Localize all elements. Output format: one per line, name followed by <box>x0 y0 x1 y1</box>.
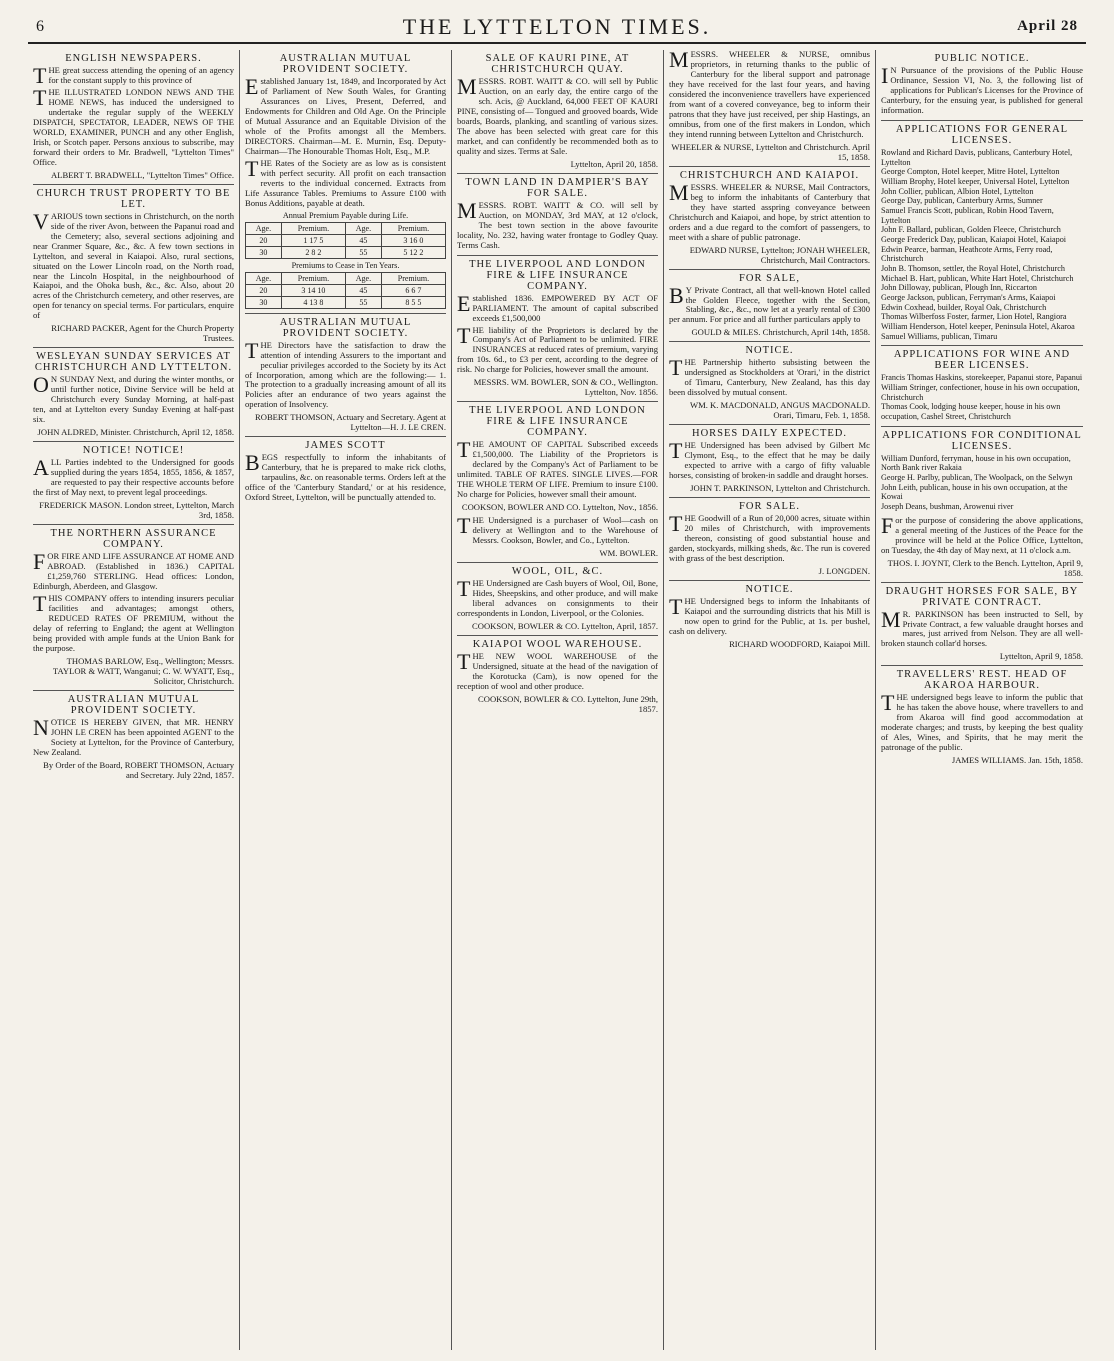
ad-heading: KAIAPOI WOOL WAREHOUSE. <box>457 635 658 650</box>
advertisement <box>669 50 870 162</box>
table-cell: 8 5 5 <box>381 296 445 308</box>
table-cell: 6 6 7 <box>381 284 445 296</box>
table-row <box>246 284 446 296</box>
list-item: William Stringer, confectioner, house in his own occupation, Christchurch <box>881 382 1080 402</box>
ad-signature: JOHN T. PARKINSON, Lyttelton and Christchurch. <box>690 483 870 494</box>
advertisement <box>33 441 234 520</box>
ad-paragraph: IN Pursuance of the provisions of the Public House Ordinance, Session VI, No. 3, the following list of applications for Publican's Licenses for the Province of Canterbury, for the ensuing year, is published for general information. <box>881 63 1083 115</box>
ad-signature: JOHN ALDRED, Minister. Christchurch, April 12, 1858. <box>37 427 234 438</box>
ad-signature: RICHARD PACKER, Agent for the Church Property Trustees. <box>51 323 234 344</box>
column-3 <box>452 50 664 1350</box>
table-cell: 20 <box>246 284 282 296</box>
masthead <box>28 12 1086 44</box>
advertisement <box>669 424 870 493</box>
license-list <box>881 454 1083 512</box>
ad-heading: TRAVELLERS' REST. HEAD OF AKAROA HARBOUR. <box>881 665 1083 691</box>
ad-heading: AUSTRALIAN MUTUAL PROVIDENT SOCIETY. <box>245 313 446 339</box>
ad-heading: PUBLIC NOTICE. <box>934 53 1030 64</box>
list-item: Thomas Wilberfoss Foster, farmer, Lion Hotel, Rangiora <box>881 312 1067 322</box>
list-item: Michael B. Hart, publican, White Hart Hotel, Christchurch <box>881 273 1074 283</box>
advertisement <box>33 690 234 780</box>
list-item: George Day, publican, Canterbury Arms, Sumner <box>881 196 1043 206</box>
advertisement <box>457 53 658 169</box>
ad-signature: ROBERT THOMSON, Actuary and Secretary. Agent at Lyttelton—H. J. LE CREN. <box>255 412 446 433</box>
ad-heading: JAMES SCOTT <box>245 436 446 451</box>
advertisement <box>669 497 870 576</box>
table-cell: 3 16 0 <box>381 234 445 246</box>
list-item: John Dilloway, publican, Plough Inn, Riccarton <box>881 283 1037 293</box>
rates-ten-years-block <box>245 261 446 309</box>
table-row <box>246 234 446 246</box>
ad-signature: THOS. I. JOYNT, Clerk to the Bench. Lyttelton, April 9, 1858. <box>887 557 1083 578</box>
advertisement <box>33 184 234 344</box>
advertisement <box>245 313 446 433</box>
advertisement <box>881 665 1083 765</box>
table-cell: 2 8 2 <box>281 246 345 258</box>
ad-paragraph: ON SUNDAY Next, and during the winter months, or until further notice, Divine Service will be held at Christchurch every Sunday Morning, at half-past ten, and at Lyttelton every Sunday Evening at half-past six. <box>33 372 234 425</box>
ad-paragraph: THE AMOUNT OF CAPITAL Subscribed exceeds £1,500,000. The Liability of the Proprietors is declared by the Company's Act of Parliament to be unlimited. TABLE OF RATES. SINGLE LIVES.—FOR THE WHOLE TERM OF LIFE. Premium to insure £100. No charge for Policies, however small their amount. <box>457 437 658 500</box>
ad-heading: APPLICATIONS FOR WINE AND BEER LICENSES. <box>881 345 1083 371</box>
ad-heading: AUSTRALIAN MUTUAL PROVIDENT SOCIETY. <box>279 53 412 75</box>
list-item: William Brophy, Hotel keeper, Universal Hotel, Lyttelton <box>881 176 1070 186</box>
list-item: John Leith, publican, house in his own occupation, at the Kowai <box>881 482 1068 502</box>
license-list <box>881 148 1083 341</box>
list-item: John Collier, publican, Albion Hotel, Lyttelton <box>881 186 1034 196</box>
ad-heading: NOTICE. <box>669 341 870 356</box>
table-header-cell: Premium. <box>381 272 445 284</box>
table-cell: 45 <box>345 234 381 246</box>
rates-annual-table <box>245 222 446 259</box>
advertisement <box>457 513 658 559</box>
advertisement <box>457 562 658 631</box>
ad-paragraph: THIS COMPANY offers to intending insurers peculiar facilities and advantages; amongst others, REDUCED RATES OF PREMIUM, without the delay of referring to England; the agent at Wellington being provided with ample funds at the Union Bank for the purpose. <box>33 590 234 653</box>
advertisement <box>457 401 658 512</box>
rates-ten-years-caption: Premiums to Cease in Ten Years. <box>291 260 400 270</box>
ad-paragraph: THE Undersigned begs to inform the Inhabitants of Kaiapoi and the surrounding districts that his Mill is now open to grind for the Public, at 1s. per bushel, cash on delivery. <box>669 594 870 636</box>
ad-paragraph: Established 1836. EMPOWERED BY ACT OF PARLIAMENT. The amount of capital subscribed exceeds £1,500,000 <box>457 290 658 323</box>
table-cell: 20 <box>246 234 282 246</box>
ad-heading: NOTICE. <box>669 580 870 595</box>
advertisement <box>881 512 1083 578</box>
rates-ten-years-table <box>245 272 446 309</box>
list-item: Francis Thomas Haskins, storekeeper, Papanui store, Papanui <box>881 373 1083 383</box>
ad-heading: FOR SALE. <box>669 497 870 512</box>
ad-signature: THOMAS BARLOW, Esq., Wellington; Messrs. TAYLOR & WATT, Wanganui; C. W. WYATT, Esq., Solicitor, Christchurch. <box>52 655 234 686</box>
advertisement <box>457 635 658 714</box>
table-cell: 5 12 2 <box>381 246 445 258</box>
advertisement <box>881 582 1083 662</box>
table-cell: 3 14 10 <box>281 284 345 296</box>
ad-signature: COOKSON, BOWLER & CO. Lyttelton, April, 1857. <box>472 620 658 631</box>
ad-paragraph: MESSRS. WHEELER & NURSE, Mail Contractors, beg to inform the inhabitants of Canterbury that they have started asspring conveyance between Christchurch and Kaiapoi, and hope, by strict attention to orders and a due regard to the comfort of passengers, to meet with a share of public patronage. <box>669 179 870 242</box>
ad-paragraph: For the purpose of considering the above applications, a general meeting of the Justices of the Peace for the province will be held at the Police Office, Lyttelton, on Tuesday, the 4th day of May next, at 11 o'clock a.m. <box>881 512 1083 555</box>
ad-heading: SALE OF KAURI PINE, AT CHRISTCHURCH QUAY. <box>485 53 630 75</box>
ad-paragraph: ALL Parties indebted to the Undersigned for goods supplied during the years 1854, 1855, 1856, & 1857, are requested to pay their respective accounts before the first of May next, to prevent legal proceedings. <box>33 455 234 498</box>
ad-heading: THE NORTHERN ASSURANCE COMPANY. <box>33 524 234 550</box>
list-item: John F. Ballard, publican, Golden Fleece, Christchurch <box>881 225 1061 235</box>
advertisement <box>669 341 870 420</box>
ad-paragraph: THE Rates of the Society are as low as is consistent with perfect security. All profit on each transaction reverts to the individual concerned. Extracts from Life Assurance Tables. Premiums to Assure £100 with Bonus Additions, payable at death. <box>245 155 446 208</box>
ad-paragraph: THE Undersigned are Cash buyers of Wool, Oil, Bone, Hides, Sheepskins, and other produce, and will make liberal advances on consignments to their correspondents in London, Liverpool, or the Colonies. <box>457 576 658 618</box>
ad-signature: Lyttelton, April 20, 1858. <box>570 158 658 169</box>
rates-annual-block <box>245 211 446 259</box>
issue-date: April 28 <box>1017 18 1078 34</box>
ad-signature: GOULD & MILES. Christchurch, April 14th, 1858. <box>691 327 870 338</box>
table-cell: 55 <box>345 296 381 308</box>
ad-heading: THE LIVERPOOL AND LONDON FIRE & LIFE INSURANCE COMPANY. <box>457 255 658 292</box>
ad-signature: FREDERICK MASON. London street, Lyttelton, March 3rd, 1858. <box>39 500 234 521</box>
ad-paragraph: THE Directors have the satisfaction to draw the attention of intending Assurers to the important and peculiar privileges accorded to the Society by its Act of Incorporation, among which are the following:— 1. The protection to a gradually increasing amount of all its Policies after an endurance of two years against the operation of Insolvency. <box>245 337 446 410</box>
table-cell: 30 <box>246 246 282 258</box>
list-item: Rowland and Richard Davis, publicans, Canterbury Hotel, Lyttelton <box>881 147 1073 167</box>
advertisement <box>33 53 234 180</box>
table-header-cell: Premium. <box>281 222 345 234</box>
table-cell: 4 13 8 <box>281 296 345 308</box>
ad-signature: ALBERT T. BRADWELL, "Lyttelton Times" Office. <box>51 169 234 180</box>
table-header-cell: Age. <box>246 222 282 234</box>
advertisement <box>881 426 1083 512</box>
ad-signature: COOKSON, BOWLER & CO. Lyttelton, June 29th, 1857. <box>478 693 658 714</box>
advertisement <box>457 173 658 251</box>
ad-paragraph: NOTICE IS HEREBY GIVEN, that MR. HENRY JOHN LE CREN has been appointed AGENT to the Society at Lyttelton, for the Province of Canterbury, New Zealand. <box>33 714 234 757</box>
ad-paragraph: THE liability of the Proprietors is declared by the Company's Act of Parliament to be unlimited. FIRE INSURANCES at reduced rates of premium, varying from 10s. 6d., to £3 per cent, according to the degree of risk. No charge for Policies, however small the amount. <box>457 322 658 375</box>
table-cell: 30 <box>246 296 282 308</box>
ad-heading: APPLICATIONS FOR GENERAL LICENSES. <box>881 120 1083 146</box>
table-row <box>246 296 446 308</box>
ad-paragraph: BEGS respectfully to inform the inhabitants of Canterbury, that he is prepared to make rick cloths, tarpaulins, &c. on reasonable terms. Orders left at the office of the 'Canterbury Standard,' or at his residence, Oxford Street, Lyttelton, will be punctually attended to. <box>245 450 446 503</box>
ad-signature: WHEELER & NURSE, Lyttelton and Christchurch. April 15, 1858. <box>671 141 870 162</box>
ad-paragraph: THE ILLUSTRATED LONDON NEWS AND THE HOME NEWS, has induced the undersigned to undertake the regular supply of the WEEKLY DISPATCH, SPECTATOR, LEADER, NEWS OF THE WORLD, EXAMINER, PUNCH and any other English, Irish, or Scotch paper. Persons anxious to subscribe, may forward their orders to Mr. Bradwell, "Lyttelton Times" Office. <box>33 84 234 167</box>
ad-paragraph: MESSRS. WHEELER & NURSE, omnibus proprietors, in returning thanks to the public of Canterbury for the liberal support and patronage they have received for the last four years, and having considered the inconvenience travellers have experienced from want of a covered conveyance, beg to inform their patrons that they have just received, per ship Hastings, an omnibus, from one of the first makers in London, which they intend running between Lyttelton and Christchurch. <box>669 50 870 139</box>
list-item: George Compton, Hotel keeper, Mitre Hotel, Lyttelton <box>881 167 1060 177</box>
list-item: Edwin Coxhead, builder, Royal Oak, Christchurch <box>881 302 1047 312</box>
advertisement <box>245 53 446 309</box>
ad-signature: MESSRS. WM. BOWLER, SON & CO., Wellington. Lyttelton, Nov. 1856. <box>473 377 658 398</box>
license-list <box>881 373 1083 421</box>
list-item: Thomas Cook, lodging house keeper, house in his own occupation, Cashel Street, Christchurch <box>881 402 1061 421</box>
ad-heading: CHURCH TRUST PROPERTY TO BE LET. <box>33 184 234 210</box>
table-header-cell: Age. <box>345 272 381 284</box>
advertisement <box>881 53 1083 116</box>
list-item: Samuel Francis Scott, publican, Robin Hood Tavern, Lyttelton <box>881 205 1054 225</box>
columns <box>28 50 1088 1350</box>
column-2 <box>240 50 452 1350</box>
column-5 <box>876 50 1088 1350</box>
list-item: William Dunford, ferryman, house in his own occupation, North Bank river Rakaia <box>881 453 1071 473</box>
table-cell: 45 <box>345 284 381 296</box>
advertisement <box>669 166 870 265</box>
table-header-row <box>246 272 446 284</box>
ad-paragraph: MESSRS. ROBT. WAITT & CO. will sell by Auction, on MONDAY, 3rd MAY, at 12 o'clock, The best town section in the above favourite locality, No. 232, having water frontage to Godley Quay. Terms Cash. <box>457 197 658 250</box>
ad-signature: WM. BOWLER. <box>599 548 658 559</box>
ad-signature: WM. K. MACDONALD, ANGUS MACDONALD. Orari, Timaru, Feb. 1, 1858. <box>690 400 870 421</box>
ad-paragraph: THE Undersigned has been advised by Gilbert Mc Clymont, Esq., to the effect that he may be daily expected to arrive with a cargo of fifty valuable horses, consisting of broken-in saddle and draught horses. <box>669 438 870 481</box>
ad-paragraph: VARIOUS town sections in Christchurch, on the north side of the river Avon, between the Papanui road and the Cemetery; also, several sections adjoining and near Cranmer Square, &c., &c. A few town sections in Lyttelton, and several in Kaiapoi. Also, rural sections, situated on the Lower Lincoln road, on the North road, near the Lincoln Hospital, in the neighbourhood of Kaiapoi, and the Ohoka bush, &c., &c. Also, about 20 acres of the Christchurch cemetery, and other reserves, are open for tenancy on special terms. For particulars, enquire of <box>33 208 234 321</box>
advertisement <box>669 269 870 338</box>
advertisement <box>881 120 1083 341</box>
ad-heading: WOOL, OIL, &C. <box>457 562 658 577</box>
table-header-cell: Premium. <box>381 222 445 234</box>
ad-signature: JAMES WILLIAMS. Jan. 15th, 1858. <box>951 755 1083 766</box>
list-item: Edwin Pearce, barman, Heathcote Arms, Ferry road, Christchurch <box>881 244 1053 264</box>
ad-paragraph: THE great success attending the opening of an agency for the constant supply to this province of <box>33 63 234 88</box>
ad-heading: AUSTRALIAN MUTUAL PROVIDENT SOCIETY. <box>33 690 234 716</box>
column-1 <box>28 50 240 1350</box>
ad-paragraph: THE NEW WOOL WAREHOUSE of the Undersigned, situate at the head of the navigation of the Korotucka (Cam), is now opened for the reception of wool and other produce. <box>457 648 658 691</box>
table-header-cell: Age. <box>246 272 282 284</box>
list-item: Joseph Deans, bushman, Arowenui river <box>881 502 1014 511</box>
ad-heading: NOTICE! NOTICE! <box>33 441 234 456</box>
ad-heading: HORSES DAILY EXPECTED. <box>669 424 870 439</box>
ad-paragraph: THE undersigned begs leave to inform the public that he has taken the above house, where travellers to and from Akaroa will find good accommodation at moderate charges; and trusts, by keeping the best quality of Ales, Wines, and Spirits, that he may merit the patronage of the public. <box>881 690 1083 753</box>
ad-signature: RICHARD WOODFORD, Kaiapoi Mill. <box>729 638 870 649</box>
page-number: 6 <box>36 18 44 35</box>
list-item: William Henderson, Hotel keeper, Peninsula Hotel, Akaroa <box>881 321 1075 331</box>
table-header-cell: Premium. <box>281 272 345 284</box>
ad-heading: DRAUGHT HORSES FOR SALE, BY PRIVATE CONTRACT. <box>881 582 1083 608</box>
ad-heading: APPLICATIONS FOR CONDITIONAL LICENSES. <box>881 426 1083 452</box>
list-item: George H. Parlby, publican, The Woolpack, on the Selwyn <box>881 472 1073 482</box>
table-header-row <box>246 222 446 234</box>
ad-heading: WESLEYAN SUNDAY SERVICES AT CHRISTCHURCH AND LYTTELTON. <box>33 347 234 373</box>
table-cell: 1 17 5 <box>281 234 345 246</box>
rates-annual-caption: Annual Premium Payable during Life. <box>282 210 409 220</box>
column-4 <box>664 50 876 1350</box>
list-item: George Jackson, publican, Ferryman's Arms, Kaiapoi <box>881 292 1056 302</box>
ad-paragraph: THE Undersigned is a purchaser of Wool—cash on delivery at Wellington and to the Warehouse of Messrs. Cookson, Bowler, and Co., Lyttelton. <box>457 513 658 546</box>
ad-signature: EDWARD NURSE, Lyttelton; JONAH WHEELER, Christchurch, Mail Contractors. <box>689 244 870 265</box>
ad-heading: ENGLISH NEWSPAPERS. <box>65 53 202 64</box>
advertisement <box>245 436 446 503</box>
ad-heading: TOWN LAND IN DAMPIER'S BAY FOR SALE. <box>457 173 658 199</box>
table-row <box>246 246 446 258</box>
ad-paragraph: BY Private Contract, all that well-known Hotel called the Golden Fleece, together with the Section, Stabling, &c., &c., now let at a yearly rental of £300 per annum. For price and all further particulars apply to <box>669 282 870 325</box>
table-cell: 55 <box>345 246 381 258</box>
advertisement <box>457 255 658 398</box>
ad-heading: THE LIVERPOOL AND LONDON FIRE & LIFE INSURANCE COMPANY. <box>457 401 658 438</box>
advertisement <box>881 345 1083 421</box>
ad-heading: CHRISTCHURCH AND KAIAPOI. <box>669 166 870 181</box>
ad-paragraph: THE Partnership hitherto subsisting between the undersigned as Stockholders at 'Orari,' in the district of Timaru, Canterbury, New Zealand, has this day been dissolved by mutual consent. <box>669 355 870 398</box>
ad-signature: Lyttelton, April 9, 1858. <box>999 651 1083 662</box>
list-item: Samuel Williams, publican, Timaru <box>881 331 998 341</box>
ad-paragraph: THE Goodwill of a Run of 20,000 acres, situate within 20 miles of Christchurch, with improvements thereon, consisting of good substantial house and garden, stockyards, milking sheds, &c. The run is covered with grass of the best description. <box>669 511 870 564</box>
newspaper-title: THE LYTTELTON TIMES. <box>402 14 712 39</box>
ad-paragraph: MESSRS. ROBT. WAITT & CO. will sell by Public Auction, on an early day, the entire cargo of the sch. Acis, @ Auckland, 64,000 FEET OF KAURI PINE, consisting of— Tongued and grooved boards, Wide boards, Boards, planking, and scantling of various sizes. The above has been selected with great care for this market, and can confidently be recommended both as to quality and sizes. Terms at Sale. <box>457 74 658 156</box>
ad-signature: J. LONGDEN. <box>818 566 870 576</box>
advertisement <box>33 524 234 686</box>
advertisement <box>669 580 870 649</box>
ad-paragraph: FOR FIRE AND LIFE ASSURANCE AT HOME AND ABROAD. (Established in 1836.) CAPITAL £1,259,760 STERLING. Head offices: London, Edinburgh, Aberdeen, and Glasgow. <box>33 549 234 591</box>
ad-heading: FOR SALE, <box>669 269 870 284</box>
ad-paragraph: MR. PARKINSON has been instructed to Sell, by Private Contract, a few valuable draught horses and mares, just arrived from Nelson. They are all well-broken staunch collar'd horses. <box>881 606 1083 649</box>
list-item: John B. Thomson, settler, the Royal Hotel, Christchurch <box>881 263 1065 273</box>
advertisement <box>33 347 234 437</box>
table-header-cell: Age. <box>345 222 381 234</box>
ad-signature: By Order of the Board, ROBERT THOMSON, Actuary and Secretary. July 22nd, 1857. <box>43 759 234 780</box>
ad-paragraph: Established January 1st, 1849, and Incorporated by Act of Parliament of New South Wales, for Granting Assurances on Lives, Present, Deferred, and Endowments for Children and Old Age. On the Principle of Mutual Assurance and an Equitable Division of the whole of the Profits amongst all the Members. DIRECTORS. Chairman—M. E. Murnin, Esq. Deputy-Chairman—The Honourable Thomas Holt, Esq., M.P. <box>245 74 446 156</box>
list-item: George Frederick Day, publican, Kaiapoi Hotel, Kaiapoi <box>881 234 1067 244</box>
ad-signature: COOKSON, BOWLER AND CO. Lyttelton, Nov., 1856. <box>461 502 658 513</box>
